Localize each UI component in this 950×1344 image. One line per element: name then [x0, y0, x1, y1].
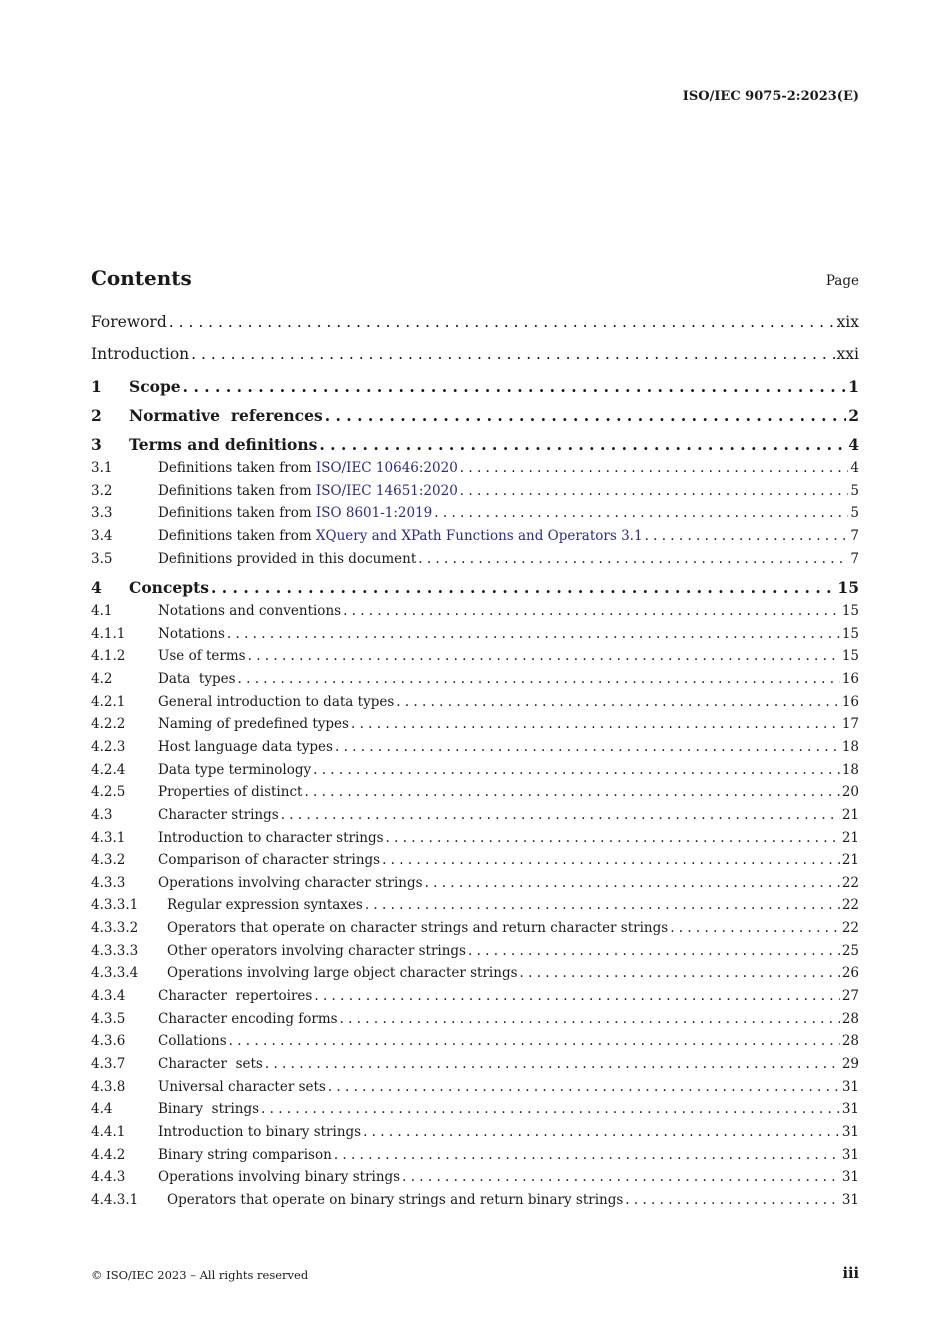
toc-leader-dots [423, 875, 840, 891]
contents-title: Contents [91, 266, 192, 290]
toc-entry-page: 25 [841, 942, 859, 959]
toc-leader-dots [225, 626, 840, 642]
toc-entry-title-text: Definitions taken from [158, 528, 316, 545]
toc-entry-title-text: Character sets [158, 1056, 263, 1072]
toc-leader-dots [189, 345, 834, 363]
toc-entry-title [158, 460, 458, 476]
toc-entry-title [167, 943, 466, 959]
toc-entry-title-text: Character encoding forms [158, 1010, 338, 1027]
toc-entry-number: 3 [91, 435, 102, 454]
toc-entry-title [158, 551, 416, 567]
toc-entry-title-text: Operators that operate on binary strings and return binary strings [167, 1191, 624, 1208]
toc-entry-number: 4.4.1 [91, 1123, 126, 1140]
toc-entry-title [158, 1056, 263, 1072]
toc-entry-page: 28 [841, 1010, 859, 1027]
toc-entry-reference-link[interactable]: ISO/IEC 14651:2020 [315, 482, 458, 499]
toc-entry[interactable] [91, 460, 859, 476]
toc-leader-dots [181, 377, 847, 396]
toc-entry-title [167, 897, 363, 913]
toc-entry-number: 4.1.2 [91, 648, 126, 665]
toc-entry-page: 21 [841, 829, 859, 846]
toc-entry-title [158, 875, 423, 891]
toc-leader-dots [416, 551, 848, 567]
toc-entry-page: 4 [848, 435, 859, 454]
toc-entry-page: 21 [841, 806, 859, 823]
toc-entry-title-text: Binary string comparison [158, 1146, 332, 1163]
toc-entry-title [158, 1033, 227, 1049]
toc-entry-title [158, 483, 458, 499]
toc-entry-number: 3.1 [91, 460, 113, 476]
toc-leader-dots [167, 313, 835, 331]
toc-entry[interactable] [91, 897, 859, 913]
toc-entry[interactable] [91, 739, 859, 755]
toc-entry-title-text: Introduction [91, 345, 190, 363]
toc-entry-number: 4.3.3.2 [91, 920, 139, 937]
toc-entry-number: 3.2 [91, 482, 113, 499]
toc-entry-number: 4.2.5 [91, 784, 126, 801]
toc-entry-title [91, 313, 167, 331]
toc-leader-dots [227, 1033, 840, 1049]
toc-entry[interactable] [91, 435, 859, 454]
toc-entry-title [129, 435, 317, 454]
toc-entry-page: 22 [841, 920, 859, 937]
toc-entry[interactable] [91, 578, 859, 597]
toc-entry[interactable] [91, 1147, 859, 1163]
toc-entry[interactable] [91, 603, 859, 619]
toc-leader-dots [341, 603, 840, 619]
toc-entry-title-text: Character repertoires [158, 988, 313, 1005]
toc-entry-number: 3.4 [91, 528, 113, 545]
toc-entry-title-text: Definitions taken from [158, 482, 316, 499]
toc-entry-title-text: Introduction to binary strings [158, 1123, 362, 1140]
toc-entry-reference-link[interactable]: XQuery and XPath Functions and Operators 3.1 [315, 528, 643, 545]
toc-entry[interactable] [91, 965, 859, 981]
toc-entry-title-text: Data types [158, 670, 236, 687]
toc-entry-page: 31 [841, 1191, 859, 1208]
toc-entry[interactable] [91, 943, 859, 959]
toc-entry-title [158, 807, 279, 823]
toc-entry-title-text: Operations involving large object character strings [167, 965, 518, 982]
toc-entry-page: 20 [841, 784, 859, 801]
toc-entry-page: 4 [850, 460, 859, 476]
toc-entry-number: 4.1 [91, 603, 113, 619]
toc-entry-title-text: Foreword [91, 313, 167, 331]
toc-leader-dots [302, 784, 839, 800]
toc-entry-title-text: Properties of distinct [158, 784, 303, 801]
toc-entry-page: 16 [841, 693, 859, 710]
toc-entry-page: 22 [841, 874, 859, 891]
toc-entry-number: 3.3 [91, 505, 113, 522]
toc-entry-title-text: Concepts [129, 578, 209, 597]
toc-entry-number: 4.2.1 [91, 693, 126, 710]
toc-entry-number: 4.2.3 [91, 738, 126, 755]
toc-entry-page: 29 [841, 1056, 859, 1072]
toc-entry-title-text: Terms and definitions [129, 435, 318, 454]
toc-entry[interactable] [91, 1169, 859, 1185]
toc-entry-page: 31 [841, 1101, 859, 1118]
toc-entry-page: 15 [841, 648, 859, 665]
toc-entry[interactable] [91, 313, 859, 331]
toc-leader-dots [338, 1011, 840, 1027]
toc-entry-number: 4.3.2 [91, 852, 126, 869]
toc-leader-dots [432, 505, 848, 521]
toc-entry[interactable] [91, 406, 859, 425]
toc-entry-number: 1 [91, 377, 102, 396]
toc-entry-number: 4.3.4 [91, 988, 126, 1005]
toc-entry-page: 2 [848, 406, 859, 425]
toc-entry-title [158, 671, 236, 687]
toc-entry[interactable] [91, 648, 859, 664]
toc-entry-title-text: Naming of predefined types [158, 716, 349, 733]
toc-leader-dots [466, 943, 840, 959]
toc-entry-title [158, 505, 432, 521]
toc-entry-title-text: Other operators involving character strings [167, 942, 466, 959]
toc-entry-number: 4.3.8 [91, 1078, 126, 1095]
toc-entry-title-text: Notations and conventions [158, 603, 342, 619]
toc-entry-title-text: Definitions taken from [158, 460, 316, 476]
toc-entry-page: 26 [841, 965, 859, 982]
toc-entry-page: 5 [850, 482, 859, 499]
toc-entry-page: 7 [850, 550, 859, 567]
toc-entry-number: 4.2.2 [91, 716, 126, 733]
toc-entry-title [158, 784, 302, 800]
toc-entry-title-text: Comparison of character strings [158, 852, 381, 869]
toc-entry-title-text: Data type terminology [158, 761, 312, 778]
toc-entry-page: 31 [841, 1123, 859, 1140]
toc-entry[interactable] [91, 784, 859, 800]
toc-entry[interactable] [91, 528, 859, 544]
toc-leader-dots [380, 852, 840, 868]
toc-entry-page: 22 [841, 897, 859, 914]
page-column-label: Page [825, 273, 859, 289]
toc-entry-title [158, 1169, 400, 1185]
toc-entry-number: 4.3.5 [91, 1010, 126, 1027]
toc-entry-number: 4.4.3 [91, 1169, 126, 1186]
page-number: iii [842, 1265, 859, 1282]
toc-entry[interactable] [91, 875, 859, 891]
toc-entry[interactable] [91, 1011, 859, 1027]
toc-entry-page: 15 [837, 578, 859, 597]
toc-entry-title-text: Binary strings [158, 1101, 260, 1118]
toc-entry-title-text: Character strings [158, 806, 279, 823]
toc-entry[interactable] [91, 807, 859, 823]
toc-leader-dots [259, 1101, 840, 1117]
toc-entry[interactable] [91, 483, 859, 499]
toc-entry[interactable] [91, 852, 859, 868]
toc-entry-page: 27 [841, 988, 859, 1005]
toc-entry-number: 4.3.3 [91, 874, 126, 891]
toc-entry-title [167, 920, 668, 936]
toc-entry-page: 15 [841, 625, 859, 642]
toc-entry-title-text: Operations involving binary strings [158, 1169, 401, 1186]
toc-entry-title [158, 528, 643, 544]
toc-entry[interactable] [91, 1192, 859, 1208]
toc-entry-page: 31 [841, 1078, 859, 1095]
toc-entry-page: xxi [836, 345, 859, 363]
toc-entry-number: 4.3.3.4 [91, 965, 139, 982]
toc-leader-dots [400, 1169, 840, 1185]
toc-leader-dots [458, 460, 849, 476]
toc-entry-title-text: Definitions taken from [158, 505, 316, 522]
toc-entry-number: 4.3 [91, 806, 113, 823]
toc-leader-dots [263, 1056, 840, 1072]
toc-entry-title [158, 1101, 259, 1117]
toc-entry-number: 4.1.1 [91, 625, 126, 642]
toc-entry[interactable] [91, 626, 859, 642]
toc-entry-title [91, 345, 189, 363]
toc-leader-dots [317, 435, 846, 454]
toc-entry-title [158, 694, 394, 710]
toc-entry-number: 4.2.4 [91, 761, 126, 778]
toc-leader-dots [311, 762, 840, 778]
toc-entry-number: 2 [91, 406, 102, 425]
toc-entry-title-text: Host language data types [158, 738, 333, 755]
toc-leader-dots [458, 483, 849, 499]
toc-entry-title-text: Notations [158, 625, 225, 642]
toc-entry-title-text: Introduction to character strings [158, 829, 384, 846]
toc-entry-page: 31 [841, 1146, 859, 1163]
toc-entry-page: 16 [841, 670, 859, 687]
toc-entry-title-text: Universal character sets [158, 1078, 326, 1095]
toc-entry-page: 21 [841, 852, 859, 869]
toc-entry-reference-link[interactable]: ISO/IEC 10646:2020 [315, 460, 458, 476]
toc-entry[interactable] [91, 1033, 859, 1049]
toc-entry-title-text: Operations involving character strings [158, 874, 423, 891]
toc-entry-title [158, 716, 349, 732]
toc-entry-title-text: Collations [158, 1033, 227, 1050]
toc-leader-dots [246, 648, 840, 664]
toc-entry-page: 31 [841, 1169, 859, 1186]
toc-entry-number: 4.4 [91, 1101, 113, 1118]
toc-entry-title [158, 830, 384, 846]
toc-entry-page: 18 [841, 738, 859, 755]
toc-entry-title [158, 1124, 361, 1140]
toc-entry-title-text: Operators that operate on character strings and return character strings [167, 920, 669, 937]
toc-leader-dots [623, 1192, 840, 1208]
toc-leader-dots [384, 830, 840, 846]
toc-entry-title-text: Use of terms [158, 648, 246, 665]
toc-leader-dots [312, 988, 839, 1004]
toc-entry[interactable] [91, 1124, 859, 1140]
toc-entry-title-text: Definitions provided in this document [158, 550, 417, 567]
toc-entry[interactable] [91, 920, 859, 936]
toc-entry-title [158, 648, 246, 664]
toc-entry[interactable] [91, 762, 859, 778]
document-id: ISO/IEC 9075-2:2023(E) [682, 89, 859, 104]
toc-entry-page: 15 [841, 603, 859, 619]
toc-entry-number: 4.3.3.1 [91, 897, 139, 914]
toc-entry-title [129, 406, 323, 425]
toc-entry-number: 4.4.3.1 [91, 1191, 139, 1208]
toc-entry[interactable] [91, 551, 859, 567]
toc-entry-title [158, 626, 225, 642]
toc-entry-title [158, 739, 333, 755]
toc-leader-dots [326, 1079, 840, 1095]
toc-entry-page: 17 [841, 716, 859, 733]
toc-entry-title [167, 1192, 623, 1208]
toc-entry-number: 4 [91, 578, 102, 597]
toc-entry-number: 4.3.6 [91, 1033, 126, 1050]
toc-entry-title [158, 1011, 338, 1027]
toc-entry-page: xix [836, 313, 859, 331]
toc-leader-dots [279, 807, 840, 823]
toc-leader-dots [668, 920, 840, 936]
toc-entry-title [167, 965, 518, 981]
toc-entry[interactable] [91, 1101, 859, 1117]
toc-leader-dots [394, 694, 840, 710]
toc-leader-dots [643, 528, 849, 544]
toc-entry-title [129, 377, 181, 396]
toc-entry-reference-link[interactable]: ISO 8601-1:2019 [315, 505, 433, 522]
toc-entry-title [158, 603, 341, 619]
toc-entry-title [158, 762, 311, 778]
toc-entry-page: 28 [841, 1033, 859, 1050]
toc-entry-title-text: Scope [129, 377, 181, 396]
toc-entry-number: 4.3.7 [91, 1056, 126, 1072]
toc-entry-title-text: Regular expression syntaxes [167, 897, 363, 914]
toc-entry-title [158, 1079, 326, 1095]
copyright-footer: © ISO/IEC 2023 – All rights reserved [91, 1268, 309, 1282]
toc-entry-number: 4.3.3.3 [91, 942, 139, 959]
toc-entry-number: 3.5 [91, 550, 113, 567]
toc-entry[interactable] [91, 1056, 859, 1072]
toc-leader-dots [363, 897, 840, 913]
toc-entry-title-text: Normative references [129, 406, 323, 425]
toc-leader-dots [518, 965, 840, 981]
toc-entry-page: 18 [841, 761, 859, 778]
toc-leader-dots [333, 739, 840, 755]
toc-entry-title [158, 852, 380, 868]
toc-leader-dots [349, 716, 840, 732]
toc-entry-title [129, 578, 209, 597]
toc-entry-page: 5 [850, 505, 859, 522]
toc-entry[interactable] [91, 345, 859, 363]
toc-leader-dots [236, 671, 840, 687]
toc-entry[interactable] [91, 988, 859, 1004]
toc-entry[interactable] [91, 377, 859, 396]
toc-leader-dots [209, 578, 835, 597]
toc-entry-number: 4.4.2 [91, 1146, 126, 1163]
toc-entry-page: 7 [850, 528, 859, 545]
toc-entry[interactable] [91, 671, 859, 687]
toc-entry-title-text: General introduction to data types [158, 693, 395, 710]
toc-entry-title [158, 1147, 332, 1163]
toc-leader-dots [361, 1124, 840, 1140]
toc-entry-number: 4.2 [91, 670, 113, 687]
toc-entry-title [158, 988, 312, 1004]
toc-entry[interactable] [91, 1079, 859, 1095]
toc-leader-dots [323, 406, 846, 425]
toc-leader-dots [332, 1147, 840, 1163]
toc-entry[interactable] [91, 830, 859, 846]
toc-entry[interactable] [91, 505, 859, 521]
toc-entry-number: 4.3.1 [91, 829, 126, 846]
toc-entry[interactable] [91, 716, 859, 732]
toc-entry[interactable] [91, 694, 859, 710]
toc-entry-page: 1 [848, 377, 859, 396]
